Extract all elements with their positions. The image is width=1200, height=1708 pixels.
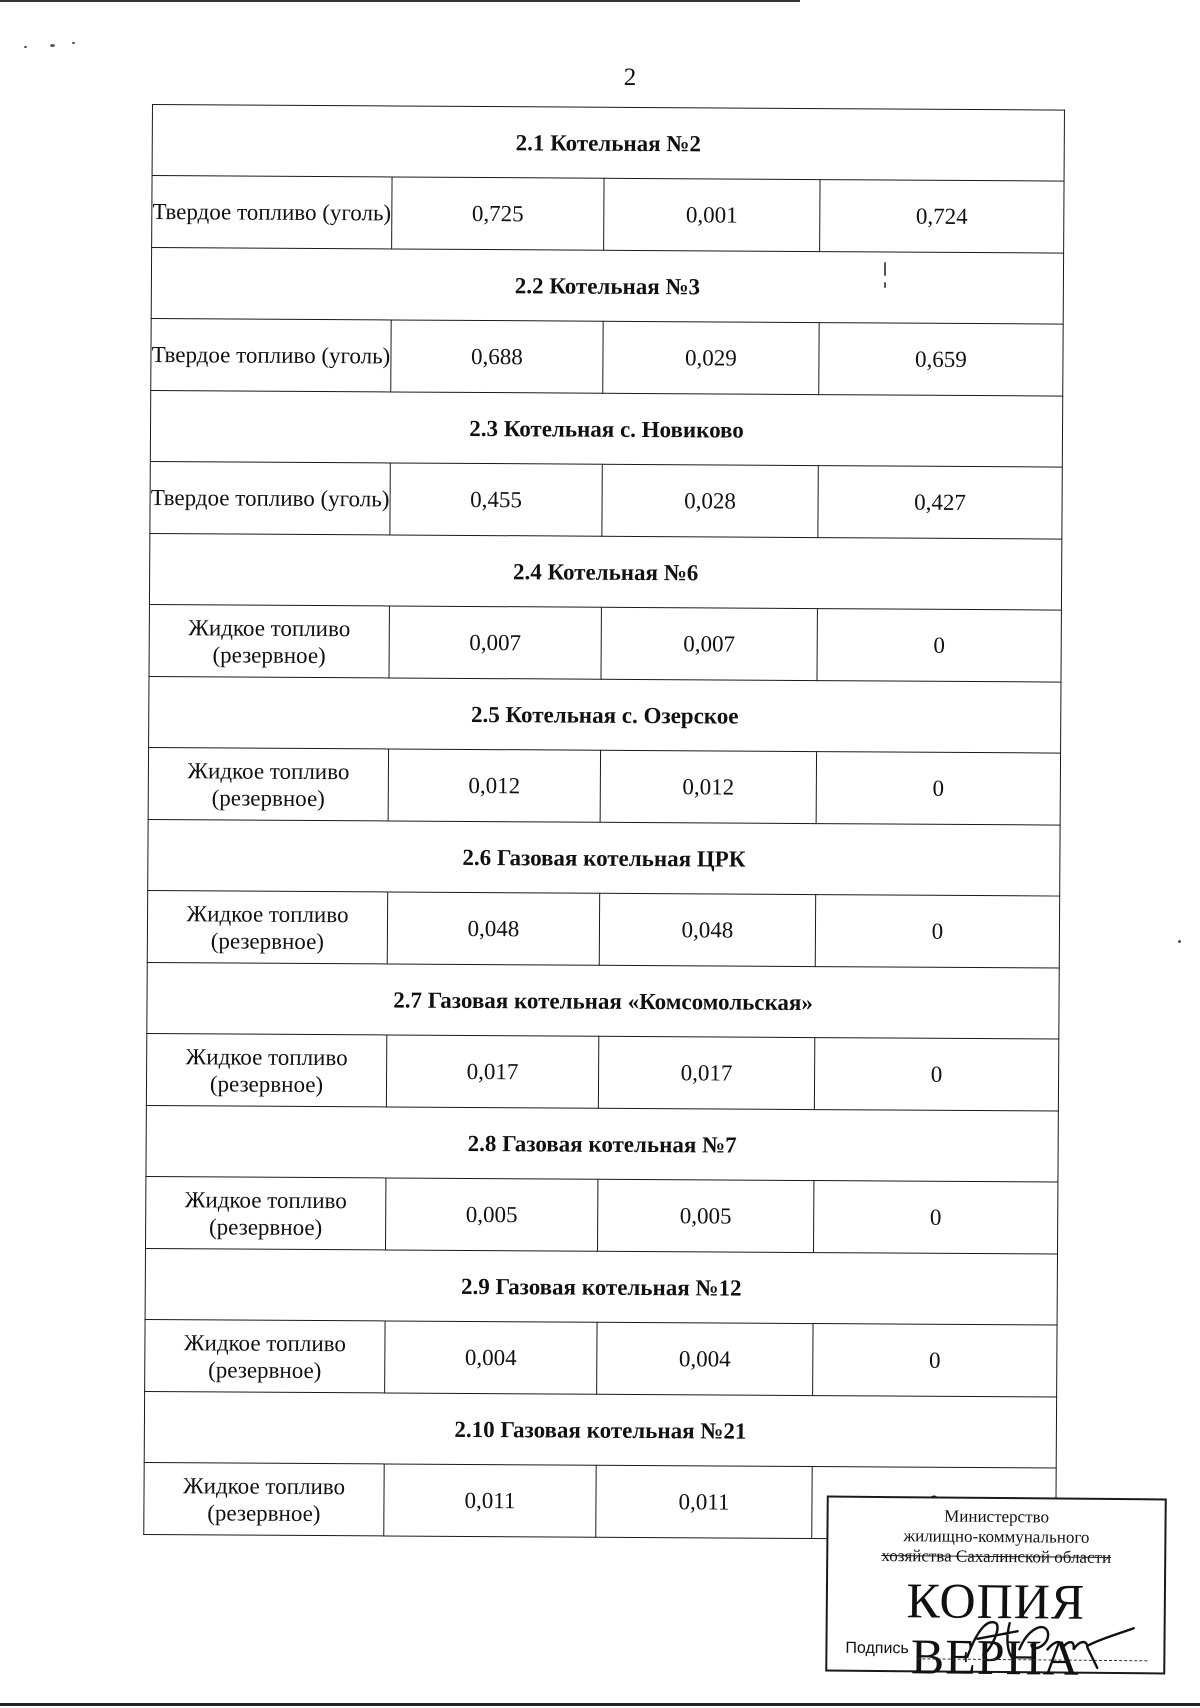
section-header-row [152,105,1064,182]
stamp-ministry-line3: хозяйства Сахалинской области [881,1545,1112,1568]
table-row [146,1176,1058,1254]
section-header-row [151,248,1063,325]
value-cell: 0 [816,752,1060,825]
page-number: 2 [623,64,637,91]
value-cell: 0,017 [598,1036,814,1109]
table-row [151,318,1063,396]
section-header-row [144,1391,1056,1468]
value-cell: 0 [813,1181,1057,1254]
value-cell: 0,004 [597,1322,813,1395]
value-cell: 0 [814,1038,1058,1111]
value-cell: 0,048 [599,893,815,966]
handwritten-signature [947,1609,1138,1671]
copy-certified-stamp [825,1496,1167,1686]
value-cell: 0,012 [600,750,816,823]
table-row [146,1033,1058,1111]
table-row [150,461,1062,539]
value-cell: 0 [817,609,1061,682]
value-cell: 0,011 [596,1465,812,1538]
section-title: 2.7 Газовая котельная «Комсомольская» [147,962,1059,1039]
value-cell: 0,688 [391,320,603,393]
fuel-type-cell: Жидкое топливо (резервное) [149,604,389,677]
fuel-type-cell: Жидкое топливо (резервное) [146,1176,386,1249]
scan-speck [1178,940,1181,943]
value-cell: 0,724 [820,180,1064,253]
stamp-signature-label: Подпись [845,1639,909,1658]
value-cell: 0,004 [385,1321,597,1394]
scan-edge-bottom [0,1703,1200,1706]
scan-speck [24,46,27,48]
value-cell: 0,659 [819,323,1063,396]
fuel-table-body [144,105,1065,1541]
fuel-type-cell: Жидкое топливо (резервное) [146,1033,386,1106]
section-title: 2.9 Газовая котельная №12 [145,1248,1057,1325]
table-row [149,604,1061,682]
section-title: 2.5 Котельная с. Озерское [149,676,1061,753]
value-cell: 0,005 [386,1178,598,1251]
section-title: 2.1 Котельная №2 [152,105,1064,182]
fuel-table [143,104,1065,1541]
value-cell: 0,029 [603,321,819,394]
section-header-row [148,819,1060,896]
value-cell: 0,001 [604,178,820,251]
fuel-type-cell: Твердое топливо (уголь) [152,176,392,249]
stamp-ministry-line2: жилищно-коммунального [903,1526,1090,1547]
table-row [152,176,1064,254]
fuel-type-cell: Жидкое топливо (резервное) [147,890,387,963]
section-title: 2.3 Котельная с. Новиково [150,390,1062,467]
fuel-type-cell: Жидкое топливо (резервное) [145,1319,385,1392]
section-header-row [150,390,1062,467]
section-title: 2.8 Газовая котельная №7 [146,1105,1058,1182]
table-row [148,747,1060,825]
section-header-row [146,1105,1058,1182]
stamp-ministry-line1: Министерство [944,1506,1050,1527]
table-row [145,1319,1057,1397]
section-header-row [145,1248,1057,1325]
value-cell: 0,007 [389,606,601,679]
fuel-type-cell: Твердое топливо (уголь) [151,318,391,391]
value-cell: 0,725 [392,177,604,250]
section-title: 2.6 Газовая котельная ЦРК [148,819,1060,896]
fuel-type-cell: Жидкое топливо (резервное) [148,747,388,820]
table-row [147,890,1059,968]
value-cell: 0,028 [602,464,818,537]
value-cell: 0,007 [601,607,817,680]
section-title: 2.10 Газовая котельная №21 [144,1391,1056,1468]
value-cell: 0,017 [386,1035,598,1108]
value-cell: 0,427 [818,466,1062,539]
value-cell: 0,048 [387,892,599,965]
value-cell: 0,455 [390,463,602,536]
value-cell: 0,012 [388,749,600,822]
section-header-row [147,962,1059,1039]
fuel-type-cell: Жидкое топливо (резервное) [144,1462,384,1535]
scan-speck [50,44,55,47]
section-title: 2.4 Котельная №6 [149,533,1061,610]
value-cell: 0,011 [384,1464,596,1537]
stamp-title: КОПИЯ ВЕРНА [906,1572,1086,1686]
section-header-row [149,676,1061,753]
value-cell: 0 [815,895,1059,968]
value-cell: 0 [813,1324,1057,1397]
scan-speck [72,42,75,44]
scan-edge-top [0,0,800,2]
section-header-row [149,533,1061,610]
section-title: 2.2 Котельная №3 [151,248,1063,325]
value-cell: 0,005 [598,1179,814,1252]
fuel-type-cell: Твердое топливо (уголь) [150,461,390,534]
